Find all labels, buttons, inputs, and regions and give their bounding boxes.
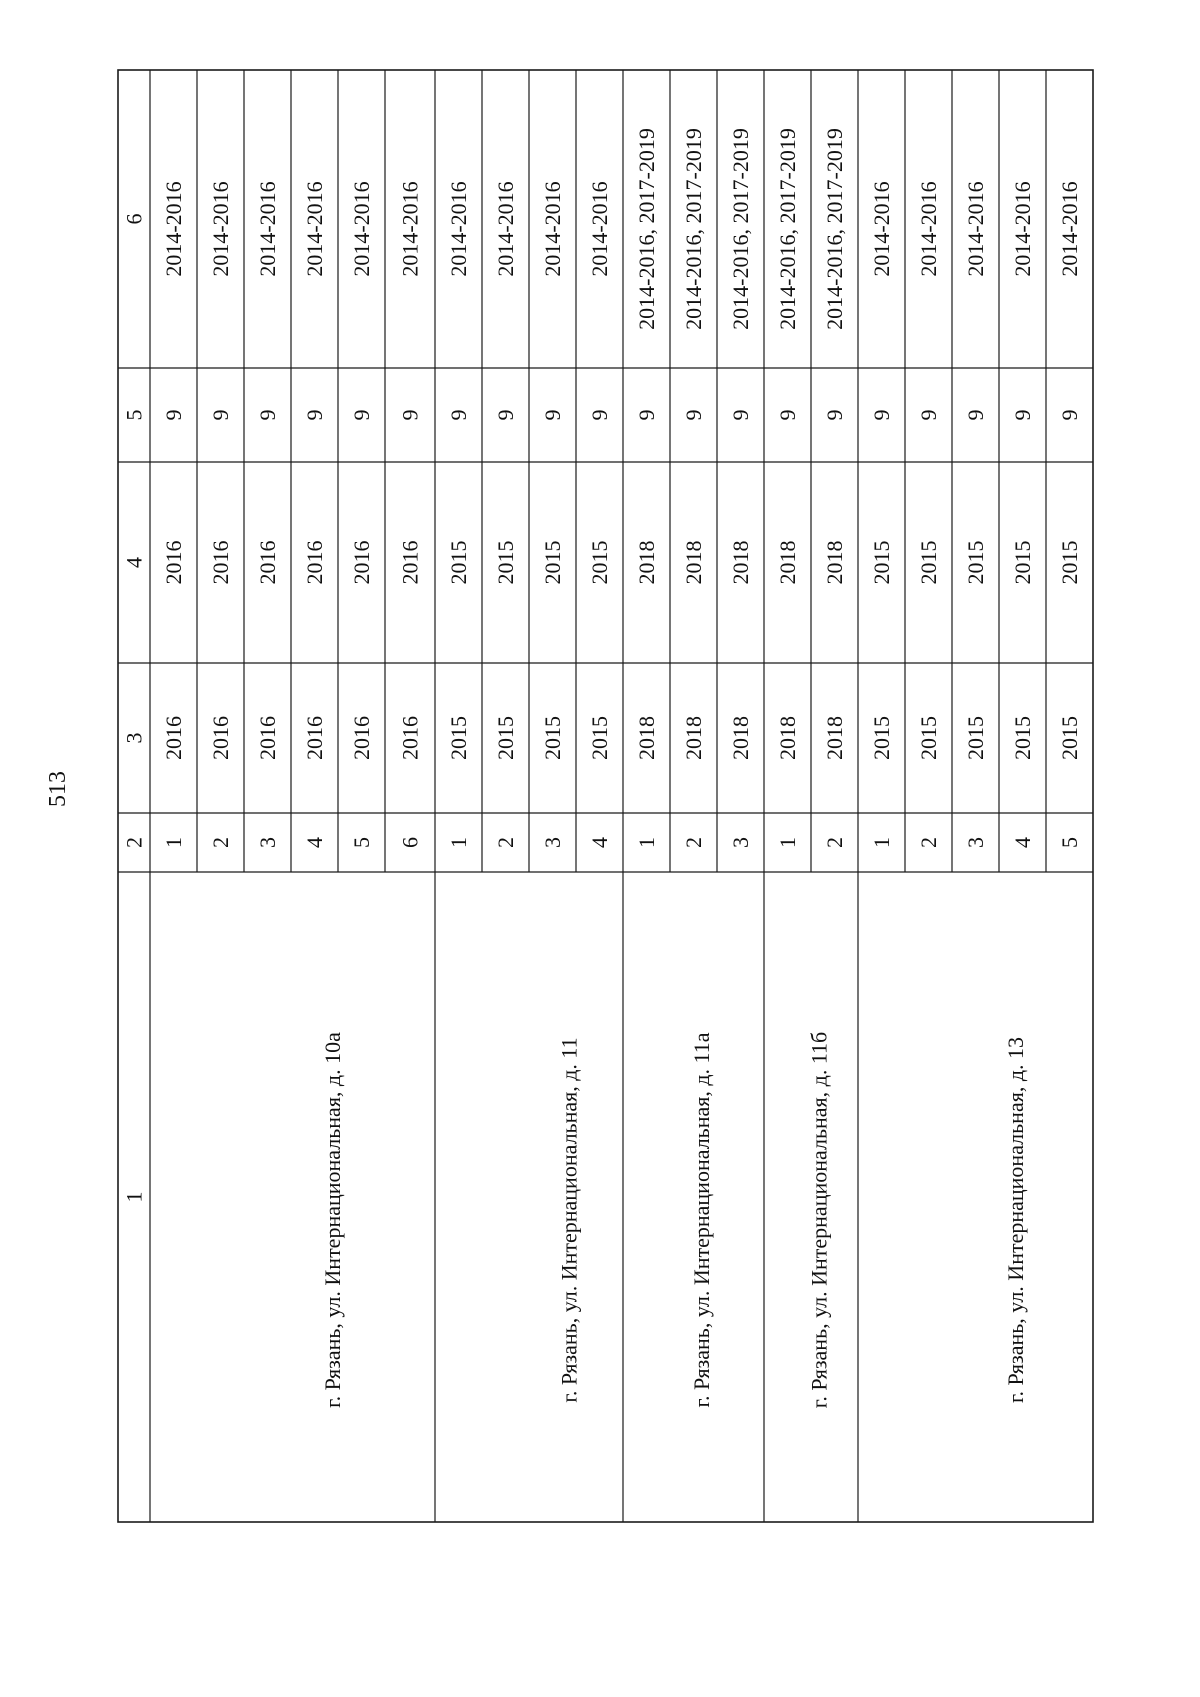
period-cell-col6: 2014-2016 (916, 181, 941, 277)
value-cell-col5: 9 (728, 409, 753, 421)
value-cell-col5: 9 (1057, 409, 1082, 421)
year-cell-col4: 2016 (302, 540, 327, 585)
row-number-cell: 1 (634, 837, 659, 848)
year-cell-col3: 2018 (822, 716, 847, 760)
row-number-cell: 1 (446, 837, 471, 848)
value-cell-col5: 9 (822, 409, 847, 421)
period-cell-col6: 2014-2016 (493, 181, 518, 277)
address-cell: г. Рязань, ул. Интернациональная, д. 10а (320, 1032, 345, 1408)
address-cell: г. Рязань, ул. Интернациональная, д. 13 (1003, 1036, 1028, 1404)
year-cell-col3: 2018 (634, 716, 659, 760)
period-cell-col6: 2014-2016 (161, 181, 186, 277)
year-cell-col3: 2016 (349, 716, 374, 760)
year-cell-col3: 2015 (916, 716, 941, 760)
year-cell-col4: 2018 (634, 540, 659, 585)
column-header-2: 2 (121, 837, 147, 848)
value-cell-col5: 9 (302, 409, 327, 421)
year-cell-col3: 2018 (775, 716, 800, 760)
row-number-cell: 2 (208, 837, 233, 848)
period-cell-col6: 2014-2016 (255, 181, 280, 277)
row-number-cell: 2 (916, 837, 941, 848)
period-cell-col6: 2014-2016 (963, 181, 988, 277)
year-cell-col3: 2015 (1057, 716, 1082, 760)
row-number-cell: 6 (397, 837, 423, 848)
period-cell-col6: 2014-2016 (869, 181, 894, 277)
period-cell-col6: 2014-2016, 2017-2019 (634, 128, 659, 330)
value-cell-col5: 9 (446, 409, 471, 421)
year-cell-col4: 2016 (208, 540, 233, 585)
year-cell-col4: 2015 (1057, 540, 1082, 585)
period-cell-col6: 2014-2016 (208, 181, 233, 277)
year-cell-col3: 2018 (728, 716, 753, 760)
column-header-3: 3 (121, 732, 147, 744)
column-header-4: 4 (121, 557, 147, 568)
year-cell-col4: 2018 (728, 540, 753, 585)
address-cell: г. Рязань, ул. Интернациональная, д. 11 (556, 1037, 582, 1403)
period-cell-col6: 2014-2016, 2017-2019 (822, 128, 847, 330)
period-cell-col6: 2014-2016 (446, 181, 471, 277)
year-cell-col3: 2016 (161, 716, 186, 760)
page-number: 513 (45, 771, 71, 807)
value-cell-col5: 9 (397, 409, 423, 421)
year-cell-col3: 2016 (208, 716, 233, 760)
row-number-cell: 5 (1057, 837, 1082, 848)
row-number-cell: 4 (1010, 837, 1035, 848)
year-cell-col4: 2015 (916, 540, 941, 585)
column-header-5: 5 (121, 409, 147, 421)
value-cell-col5: 9 (963, 409, 988, 421)
row-number-cell: 4 (587, 837, 612, 848)
address-cell: г. Рязань, ул. Интернациональная, д. 11а (689, 1032, 714, 1408)
value-cell-col5: 9 (634, 409, 659, 421)
row-number-cell: 1 (775, 837, 800, 848)
year-cell-col4: 2018 (681, 540, 706, 585)
year-cell-col4: 2016 (349, 540, 374, 585)
year-cell-col4: 2015 (963, 540, 988, 585)
row-number-cell: 1 (161, 837, 186, 848)
year-cell-col3: 2015 (869, 716, 894, 760)
column-header-1: 1 (121, 1191, 147, 1203)
row-number-cell: 4 (302, 837, 327, 848)
value-cell-col5: 9 (255, 409, 280, 421)
value-cell-col5: 9 (681, 409, 706, 421)
year-cell-col4: 2015 (587, 540, 612, 585)
row-number-cell: 1 (869, 837, 894, 848)
period-cell-col6: 2014-2016 (587, 181, 612, 277)
period-cell-col6: 2014-2016 (397, 181, 423, 277)
period-cell-col6: 2014-2016, 2017-2019 (775, 128, 800, 330)
year-cell-col3: 2015 (493, 716, 518, 760)
table-frame (118, 70, 1093, 1522)
row-number-cell: 5 (349, 837, 374, 848)
year-cell-col3: 2016 (302, 716, 327, 760)
period-cell-col6: 2014-2016, 2017-2019 (728, 128, 753, 330)
period-cell-col6: 2014-2016, 2017-2019 (681, 128, 706, 330)
value-cell-col5: 9 (208, 409, 233, 421)
row-number-cell: 3 (963, 837, 988, 848)
period-cell-col6: 2014-2016 (1057, 181, 1082, 277)
period-cell-col6: 2014-2016 (1010, 181, 1035, 277)
period-cell-col6: 2014-2016 (302, 181, 327, 277)
year-cell-col3: 2015 (446, 716, 471, 760)
value-cell-col5: 9 (493, 409, 518, 421)
year-cell-col4: 2016 (397, 540, 423, 585)
year-cell-col3: 2016 (397, 716, 423, 760)
year-cell-col4: 2015 (493, 540, 518, 585)
year-cell-col4: 2015 (869, 540, 894, 585)
column-header-6: 6 (121, 213, 147, 225)
value-cell-col5: 9 (869, 409, 894, 421)
year-cell-col4: 2016 (255, 540, 280, 585)
year-cell-col4: 2018 (775, 540, 800, 585)
year-cell-col3: 2015 (587, 716, 612, 760)
value-cell-col5: 9 (587, 409, 612, 421)
year-cell-col4: 2015 (540, 540, 565, 585)
year-cell-col3: 2015 (1010, 716, 1035, 760)
year-cell-col4: 2018 (822, 540, 847, 585)
value-cell-col5: 9 (540, 409, 565, 421)
row-number-cell: 2 (493, 837, 518, 848)
row-number-cell: 3 (255, 837, 280, 848)
year-cell-col3: 2016 (255, 716, 280, 760)
row-number-cell: 3 (728, 837, 753, 848)
year-cell-col3: 2015 (963, 716, 988, 760)
address-cell: г. Рязань, ул. Интернациональная, д. 11б (806, 1031, 832, 1409)
year-cell-col4: 2015 (446, 540, 471, 585)
year-cell-col4: 2016 (161, 540, 186, 585)
value-cell-col5: 9 (161, 409, 186, 421)
row-number-cell: 2 (822, 837, 847, 848)
row-number-cell: 2 (681, 837, 706, 848)
value-cell-col5: 9 (775, 409, 800, 421)
value-cell-col5: 9 (349, 409, 374, 421)
year-cell-col4: 2015 (1010, 540, 1035, 585)
value-cell-col5: 9 (916, 409, 941, 421)
year-cell-col3: 2015 (540, 716, 565, 760)
row-number-cell: 3 (540, 837, 565, 848)
value-cell-col5: 9 (1010, 409, 1035, 421)
year-cell-col3: 2018 (681, 716, 706, 760)
period-cell-col6: 2014-2016 (540, 181, 565, 277)
period-cell-col6: 2014-2016 (349, 181, 374, 277)
